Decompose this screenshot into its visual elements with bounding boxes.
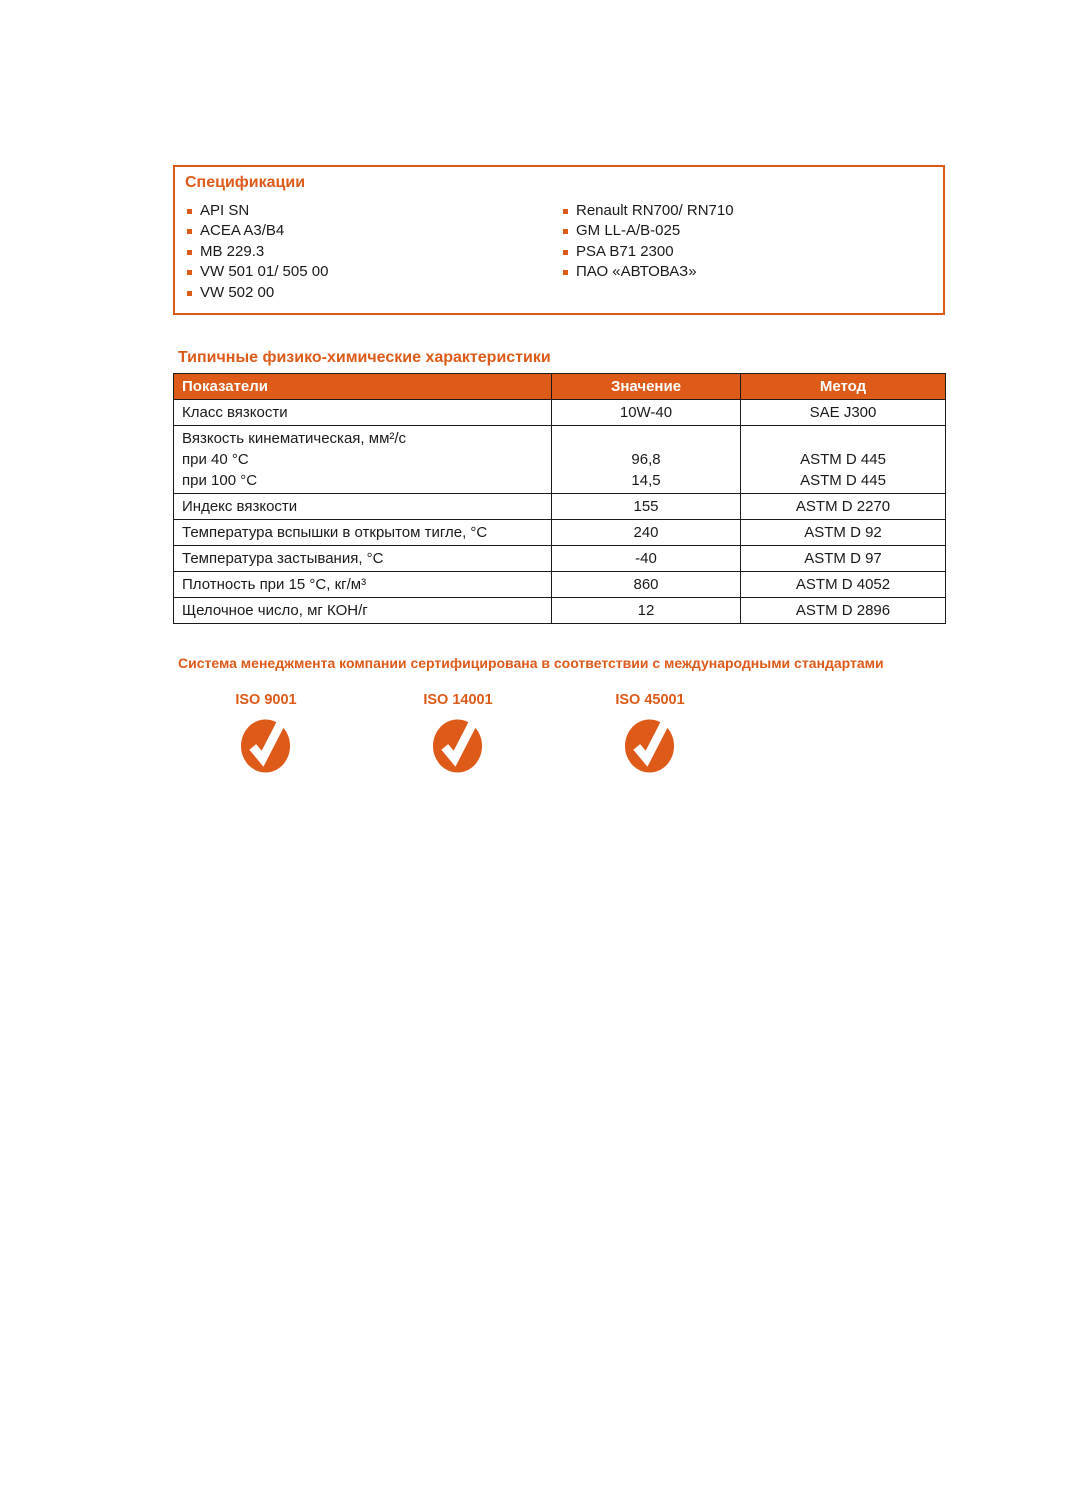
spec-item-label: API SN <box>200 202 250 219</box>
indicator-cell-line: при 100 °С <box>182 472 258 490</box>
indicator-cell-line: Температура вспышки в открытом тигле, °С <box>182 524 488 542</box>
method-cell <box>741 546 946 572</box>
method-cell <box>741 494 946 520</box>
value-cell <box>552 400 741 426</box>
indicator-cell-line: Класс вязкости <box>182 404 288 422</box>
table-row <box>174 520 946 546</box>
value-cell-line <box>556 428 736 449</box>
table-row <box>174 494 946 520</box>
bullet-square-icon <box>187 270 192 275</box>
check-circle-icon <box>432 716 485 774</box>
indicator-cell-line: Вязкость кинематическая, мм²/с <box>182 430 407 448</box>
indicator-cell-line: Индекс вязкости <box>182 498 298 516</box>
method-cell-line: ASTM D 4052 <box>795 576 891 594</box>
iso-label: ISO 14001 <box>423 692 493 709</box>
bullet-square-icon <box>563 270 568 275</box>
specifications-columns <box>185 201 931 303</box>
table-row <box>174 572 946 598</box>
certification-badge <box>205 692 327 779</box>
value-cell <box>552 520 741 546</box>
spec-item-label: VW 501 01/ 505 00 <box>200 263 329 281</box>
spec-item <box>561 221 931 241</box>
method-cell <box>741 400 946 426</box>
indicator-cell-line: Температура застывания, °С <box>182 550 384 568</box>
bullet-square-icon <box>563 209 568 214</box>
spec-list-left <box>185 201 561 303</box>
value-cell-line: 12 <box>637 602 655 620</box>
value-cell-line: 240 <box>633 524 659 542</box>
spec-item-label: MB 229.3 <box>200 242 265 260</box>
value-cell-line: 96,8 <box>631 451 661 469</box>
value-cell-line: -40 <box>635 550 657 568</box>
value-cell <box>552 572 741 598</box>
spec-item <box>185 283 561 303</box>
indicator-cell <box>174 520 552 546</box>
check-circle-icon <box>624 716 677 774</box>
table-row <box>174 598 946 624</box>
spec-item-label: ACEA A3/B4 <box>200 222 285 240</box>
spec-item <box>185 201 561 221</box>
method-cell-line: ASTM D 97 <box>804 550 882 568</box>
iso-label: ISO 45001 <box>615 692 685 709</box>
spec-item <box>185 221 561 241</box>
bullet-square-icon <box>187 250 192 255</box>
indicator-cell-line: при 40 °С <box>182 451 249 469</box>
bullet-square-icon <box>187 209 192 214</box>
specifications-title: Спецификации <box>185 174 306 191</box>
method-cell <box>741 520 946 546</box>
iso-label: ISO 9001 <box>235 692 297 709</box>
value-cell-line: 860 <box>633 576 659 594</box>
table-row <box>174 400 946 426</box>
spec-item-label: PSA B71 2300 <box>576 242 674 260</box>
spec-item <box>185 262 561 282</box>
bullet-square-icon <box>187 229 192 234</box>
value-cell-line: 14,5 <box>631 472 661 490</box>
spec-item <box>561 242 931 262</box>
certification-note: Система менеджмента компании сертифицирована в соответствии с международными стандартами <box>178 655 884 672</box>
bullet-square-icon <box>563 250 568 255</box>
table-body <box>174 400 946 624</box>
indicator-cell <box>174 572 552 598</box>
certification-badge <box>397 692 519 779</box>
column-header-method: Метод <box>741 374 946 400</box>
value-cell-line: 155 <box>633 498 659 516</box>
characteristics-title: Типичные физико-химические характеристики <box>178 349 551 367</box>
spec-item <box>561 201 931 221</box>
value-cell <box>552 426 741 494</box>
check-circle-icon <box>240 716 293 774</box>
method-cell-line: SAE J300 <box>809 404 877 422</box>
value-cell <box>552 598 741 624</box>
spec-item-label: ПАО «АВТОВАЗ» <box>576 263 697 281</box>
specifications-box <box>173 165 945 315</box>
value-cell <box>552 546 741 572</box>
spec-item <box>185 242 561 262</box>
characteristics-table <box>173 373 946 624</box>
indicator-cell <box>174 426 552 494</box>
spec-list-right <box>561 201 931 303</box>
column-header-indicator: Показатели <box>174 374 552 400</box>
spec-item-label: Renault RN700/ RN710 <box>576 202 734 219</box>
method-cell-line: ASTM D 92 <box>804 524 882 542</box>
table-header-row <box>174 374 946 400</box>
certification-badge <box>589 692 711 779</box>
indicator-cell <box>174 400 552 426</box>
certification-badges <box>205 692 945 779</box>
column-header-value: Значение <box>552 374 741 400</box>
indicator-cell <box>174 494 552 520</box>
table-row <box>174 426 946 494</box>
spec-item-label: VW 502 00 <box>200 283 275 301</box>
method-cell-line: ASTM D 2896 <box>795 602 891 620</box>
table-row <box>174 546 946 572</box>
method-cell <box>741 426 946 494</box>
indicator-cell-line: Щелочное число, мг КОН/г <box>182 602 368 620</box>
method-cell-line: ASTM D 445 <box>800 451 886 469</box>
value-cell <box>552 494 741 520</box>
method-cell <box>741 598 946 624</box>
method-cell-line <box>745 428 941 449</box>
spec-item-label: GM LL-A/B-025 <box>576 222 681 240</box>
page-content <box>173 165 945 779</box>
spec-item <box>561 262 931 282</box>
indicator-cell <box>174 598 552 624</box>
bullet-square-icon <box>563 229 568 234</box>
indicator-cell <box>174 546 552 572</box>
indicator-cell-line: Плотность при 15 °С, кг/м³ <box>182 576 367 594</box>
method-cell <box>741 572 946 598</box>
method-cell-line: ASTM D 445 <box>800 472 886 490</box>
bullet-square-icon <box>187 291 192 296</box>
method-cell-line: ASTM D 2270 <box>795 498 891 516</box>
value-cell-line: 10W-40 <box>619 404 673 422</box>
